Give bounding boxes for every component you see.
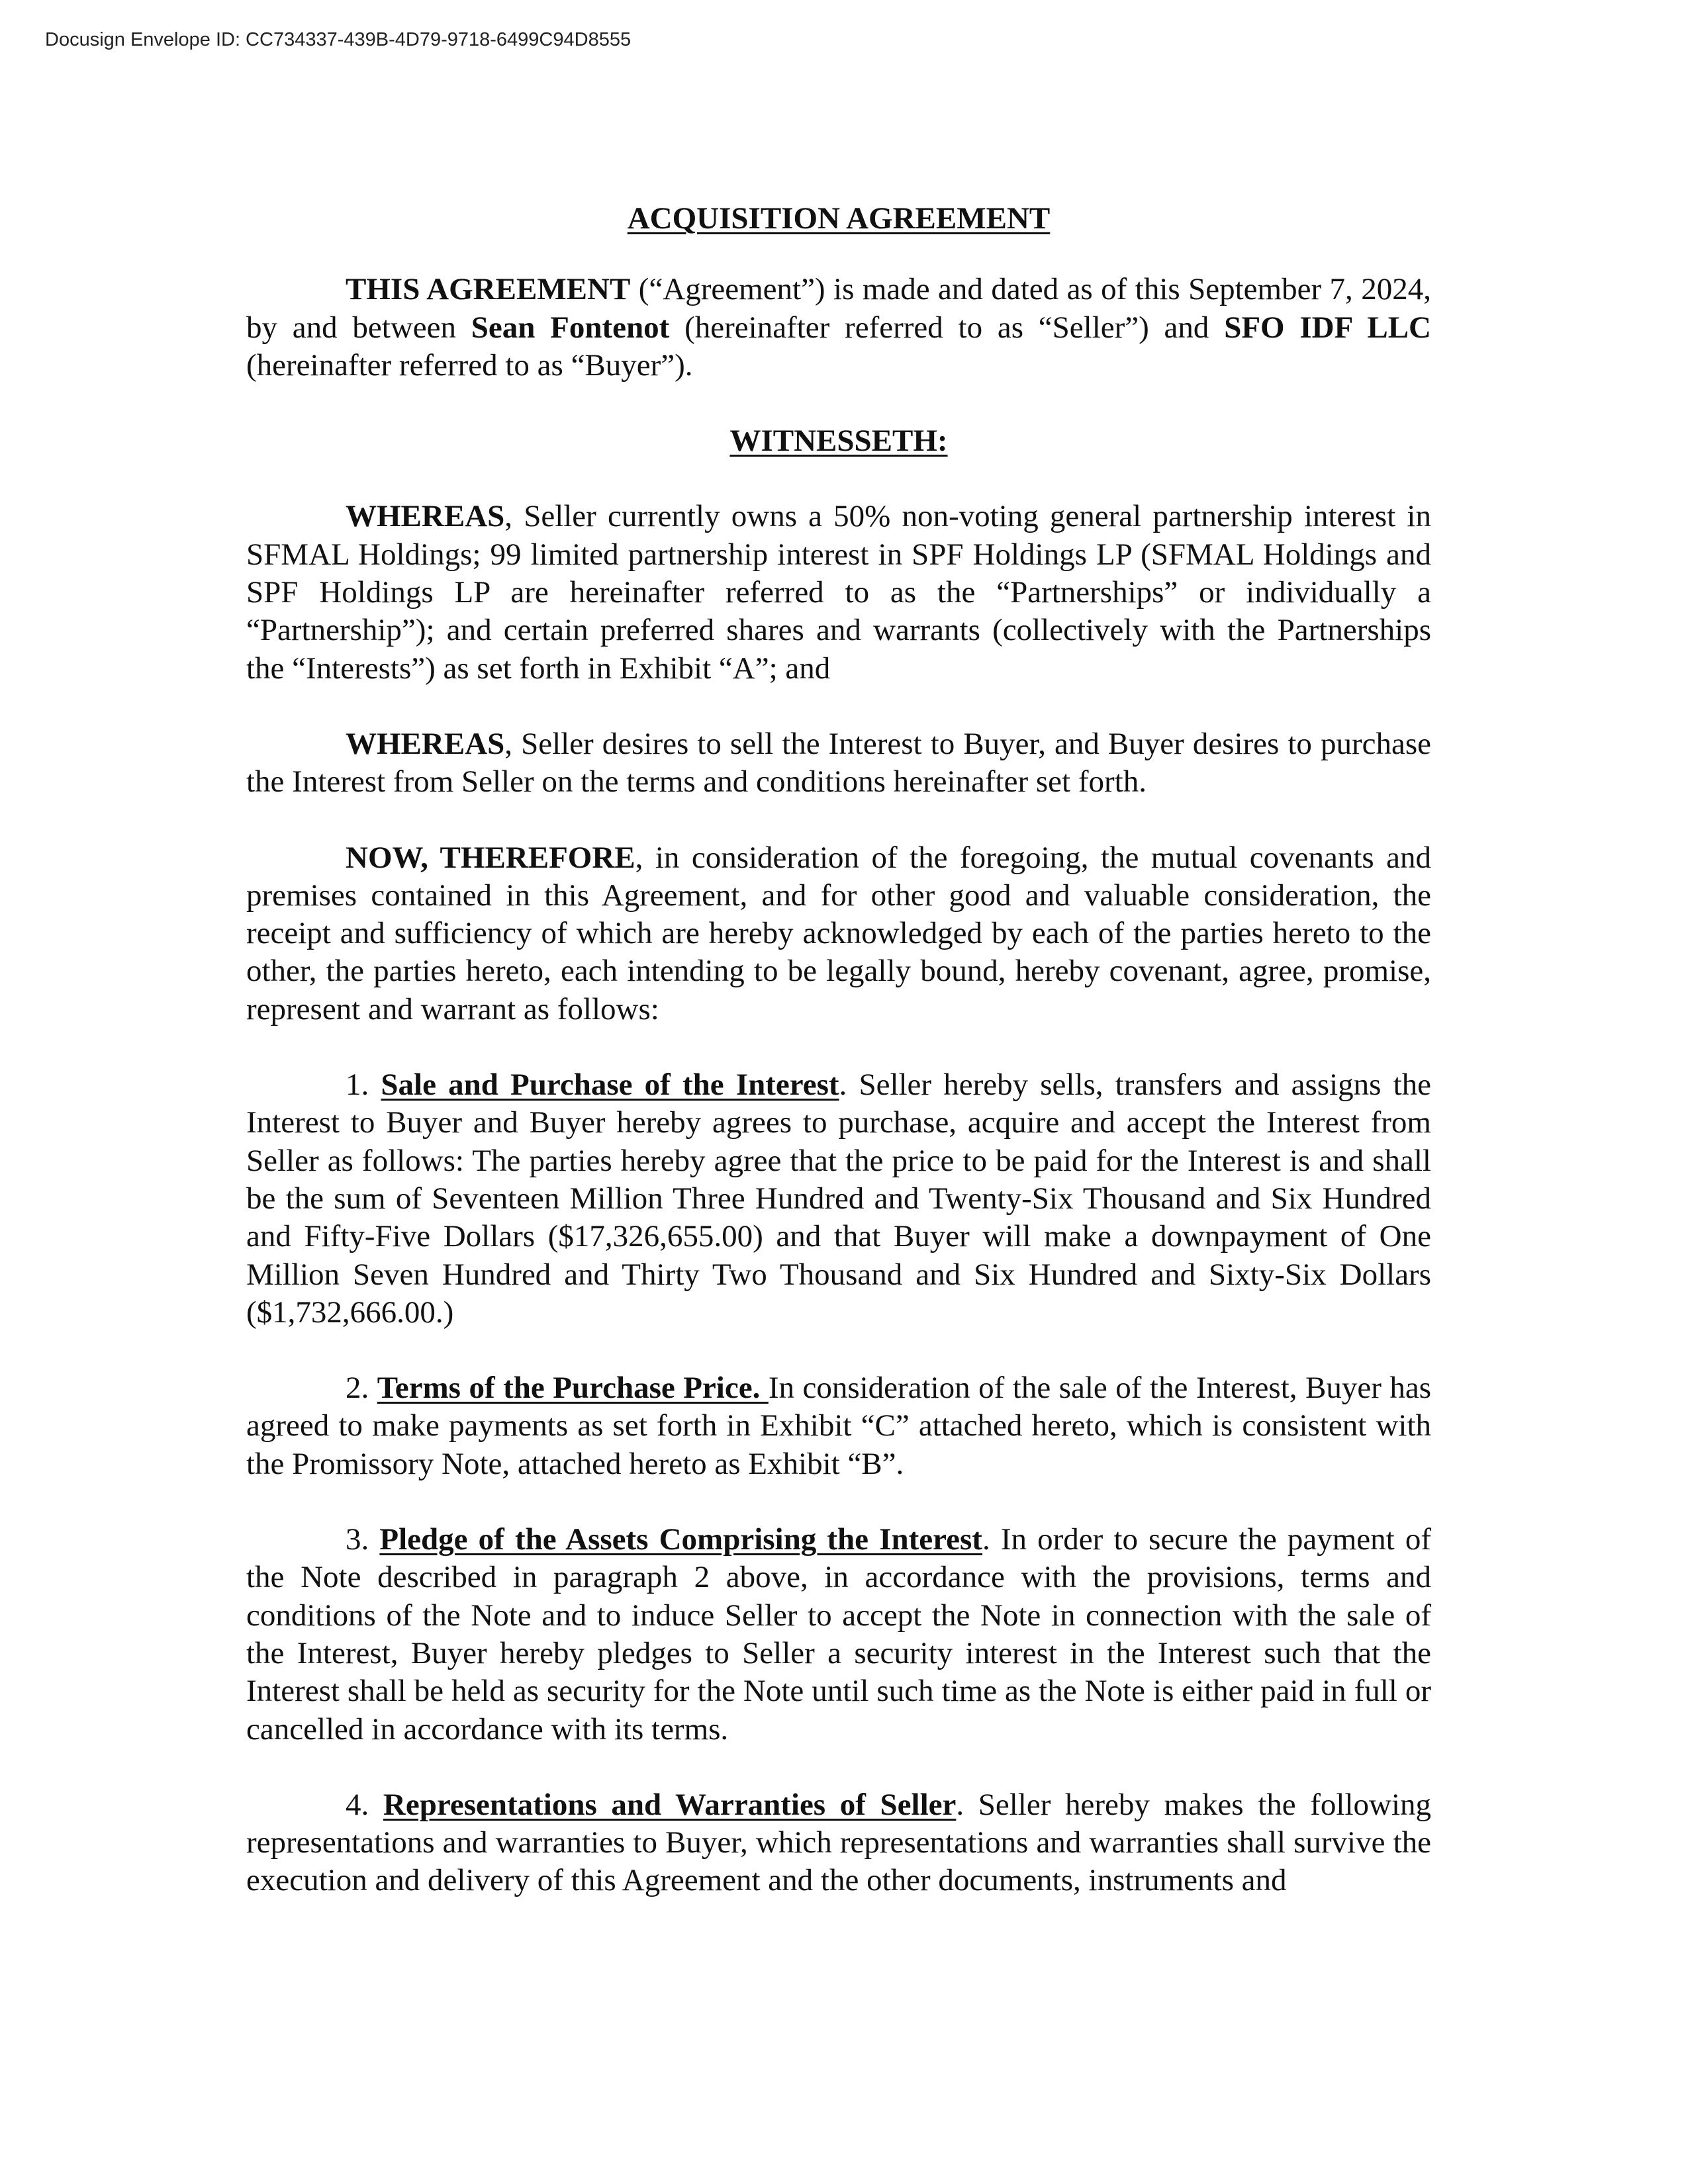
intro-paragraph [246,271,1431,385]
now-therefore-lead: NOW, THEREFORE [346,840,635,875]
intro-text-1: (“Agreement”) is made and dated as of this September 7, 2024, by and between [246,272,1431,345]
section-text: . In order to secure the payment of the Note described in paragraph 2 above, in accordance with the provisions, terms and conditions of the Note and to induce Seller to accept the Note in connection with the sale of the Interest, Buyer hereby pledges to Seller a security interest in the Interest such that the Interest shall be held as security for the Note until such time as the Note is either paid in full or cancelled in accordance with its terms. [246,1522,1431,1747]
section-text: . Seller hereby sells, transfers and assigns the Interest to Buyer and Buyer hereby agrees to purchase, acquire and accept the Interest from Seller as follows: The parties hereby agree that the price to be paid for the Interest is and shall be the sum of Seventeen Million Three Hundred and Twenty-Six Thousand and Six Hundred and Fifty-Five Dollars ($17,326,655.00) and that Buyer will make a downpayment of One Million Seven Hundred and Thirty Two Thousand and Six Hundred and Sixty-Six Dollars ($1,732,666.00.) [246,1068,1432,1330]
section-text: . Seller hereby makes the following representations and warranties to Buyer, which representations and warranties shall survive the execution and delivery of this Agreement and the other documents, instruments and [246,1787,1432,1898]
witnesseth-heading: WITNESSETH: [729,424,948,459]
section-heading: Pledge of the Assets Comprising the Interest [379,1522,982,1557]
whereas-paragraph-2 [246,725,1431,801]
whereas-text-1: , Seller currently owns a 50% non-voting general partnership interest in SFMAL Holdings; 99 limited partnership interest in SPF Holdings LP (SFMAL Holdings and SPF Holdings LP are hereinafter referred to as the “Partnerships” or individually a “Partnership”); and certain preferred shares and warrants (collectively with the Partnerships the “Interests”) as set forth in Exhibit “A”; and [246,499,1431,686]
whereas-lead-2: WHEREAS [346,726,505,761]
section-number: 2. [346,1371,377,1406]
whereas-text-2: , Seller desires to sell the Interest to Buyer, and Buyer desires to purchase the Interest from Seller on the terms and conditions hereinafter set forth. [246,726,1431,799]
intro-text-3: (hereinafter referred to as “Buyer”). [246,347,693,383]
section-2 [246,1369,1431,1483]
section-3 [246,1521,1431,1749]
seller-name: Sean Fontenot [471,310,670,345]
intro-lead: THIS AGREEMENT [346,272,631,307]
now-therefore-paragraph [246,839,1431,1028]
section-number: 1. [346,1068,381,1103]
whereas-paragraph-1 [246,498,1431,687]
section-heading: Sale and Purchase of the Interest [381,1068,839,1103]
whereas-lead-1: WHEREAS [346,499,505,534]
now-therefore-text: , in consideration of the foregoing, the mutual covenants and premises contained in this Agreement, and for other good and valuable consideration, the receipt and sufficiency of which are hereby acknowledged by each of the parties hereto to the other, the parties hereto, each intending to be legally bound, hereby covenant, agree, promise, represent and warrant as follows: [246,840,1431,1026]
section-heading: Representations and Warranties of Seller [383,1787,957,1822]
buyer-name: SFO IDF LLC [1224,310,1431,345]
envelope-id: Docusign Envelope ID: CC734337-439B-4D79-9718-6499C94D8555 [45,29,632,50]
section-4 [246,1786,1431,1900]
section-1 [246,1066,1431,1332]
section-heading: Terms of the Purchase Price. [377,1371,769,1406]
intro-text-2: (hereinafter referred to as “Seller”) and [669,310,1225,345]
section-number: 3. [346,1522,380,1557]
document-title: ACQUISITION AGREEMENT [627,201,1051,236]
document-body [246,192,1431,1938]
section-number: 4. [346,1787,383,1822]
section-text: In consideration of the sale of the Interest, Buyer has agreed to make payments as set forth in Exhibit “C” attached hereto, which is consistent with the Promissory Note, attached hereto as Exhibit “B”. [246,1371,1431,1481]
